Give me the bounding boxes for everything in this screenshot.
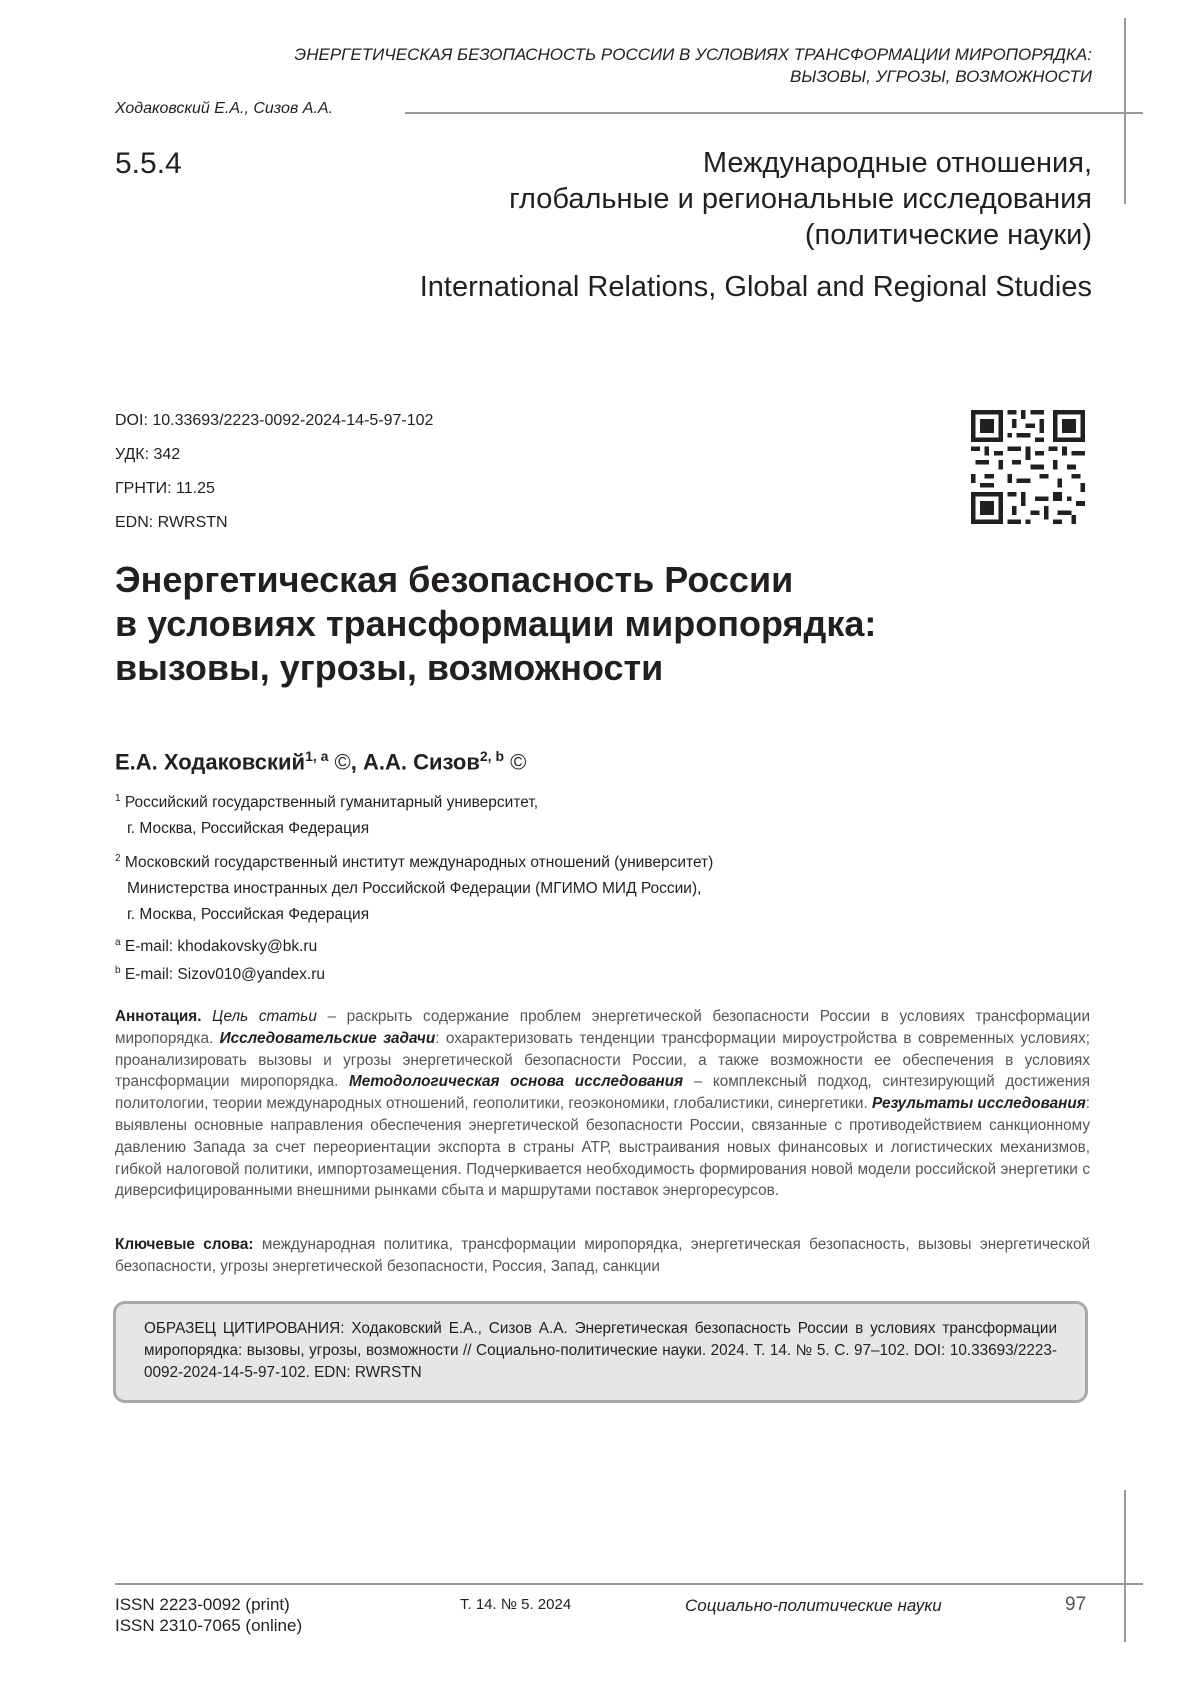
section-title-ru [392,145,1092,253]
article-title-line1: Энергетическая безопасность России [115,559,794,600]
email-a-link[interactable]: E-mail: khodakovsky@bk.ru [124,938,318,956]
email-a-mark: a [115,937,121,948]
article-title [115,558,1015,690]
abstract-label: Аннотация. [115,1008,202,1025]
article-title-line2: в условиях трансформации миропорядка: [115,603,877,644]
affiliation-2-line1: Московский государственный институт международных отношений (университет) [124,854,714,872]
running-title [200,44,1092,88]
abstract-results-text: : выявлены основные направления обеспечения энергетической безопасности России, связанные с противодействием санкционному давлению Запада за счет переориентации экспорта в страны АТР, выстраивания новых финансовых и логистических механизмов, гибкой налоговой политики, импортозамещения. Подчеркивается необходимость формирования новой модели российской энергетики с диверсифицированными внешними рынками сбыта и маршрутами поставок энергоресурсов. [115,1095,1090,1200]
edn: EDN: RWRSTN [115,514,228,531]
citation-text: ОБРАЗЕЦ ЦИТИРОВАНИЯ: Ходаковский Е.А., Сизов А.А. Энергетическая безопасность России в условиях трансформации миропорядка: вызовы, угрозы, возможности // Социально-политические науки. 2024. Т. 14. № 5. С. 97–102. DOI: 10.33693/2223-0092-2024-14-5-97-102. EDN: RWRSTN [144,1320,1057,1381]
abstract-method-label: Методологическая основа исследования [349,1073,684,1091]
affiliation-2 [115,846,915,928]
author-2-affiliation-marks: 2, b [479,748,504,764]
abstract [115,1006,1090,1202]
running-title-line2: ВЫЗОВЫ, УГРОЗЫ, ВОЗМОЖНОСТИ [790,67,1092,86]
author-1-orcid-icon[interactable]: © [334,749,351,775]
keywords-text: международная политика, трансформации миропорядка, энергетическая безопасность, вызовы энергетической безопасности, угрозы энергетической безопасности, Россия, Запад, санкции [115,1236,1090,1275]
udk: УДК: 342 [115,446,181,463]
frame-line-header [405,112,1143,114]
abstract-tasks-label: Исследовательские задачи [219,1029,436,1047]
affiliation-2-number: 2 [115,853,121,864]
affiliation-1-line1: Российский государственный гуманитарный университет, [124,794,539,812]
email-b [115,958,915,988]
section-title-ru-line1: Международные отношения, [702,147,1092,179]
footer-issn [115,1594,302,1636]
doi[interactable]: DOI: 10.33693/2223-0092-2024-14-5-97-102 [115,412,434,429]
issn-online: ISSN 2310-7065 (online) [115,1616,303,1635]
affiliation-1-number: 1 [115,793,121,804]
issn-print: ISSN 2223-0092 (print) [115,1595,290,1614]
abstract-goal-text: – раскрыть содержание проблем энергетической безопасности России в условиях трансформации миропорядка. [115,1008,1091,1047]
article-metadata [115,404,433,540]
running-authors: Ходаковский Е.А., Сизов А.А. [115,100,333,117]
qr-code-icon[interactable] [971,410,1085,524]
author-separator: , [350,749,363,775]
footer-journal-name: Социально-политические науки [685,1596,942,1615]
frame-line-bottom-right [1124,1490,1126,1642]
section-code: 5.5.4 [115,147,182,180]
author-2-orcid-icon[interactable]: © [510,749,527,775]
affiliation-1-line2: г. Москва, Российская Федерация [127,820,370,838]
keywords-label: Ключевые слова: [115,1236,254,1253]
author-1-affiliation-marks: 1, a [305,748,329,764]
citation-box [113,1301,1088,1403]
footer-volume: Т. 14. № 5. 2024 [460,1596,572,1613]
author-1-name: Е.А. Ходаковский [115,749,306,775]
affiliation-2-line2: Министерства иностранных дел Российской Федерации (МГИМО МИД России), [127,880,702,898]
abstract-method-text: – комплексный подход, синтезирующий достижения политологии, теории международных отношений, геополитики, геоэкономики, глобалистики, синергетики. [115,1073,1090,1113]
abstract-results-label: Результаты исследования [871,1095,1086,1113]
affiliation-1 [115,786,915,842]
frame-line-top-right [1124,18,1126,204]
affiliation-2-line3: г. Москва, Российская Федерация [127,906,370,924]
frame-line-footer [115,1583,1143,1585]
page-number: 97 [1065,1594,1087,1615]
section-title-ru-line3: (политические науки) [804,219,1092,251]
author-2-name: А.А. Сизов [363,749,480,775]
abstract-tasks-text: : охарактеризовать тенденции трансформации мироустройства в современных условиях; проанализировать вызовы и угрозы энергетической безопасности России, а также возможности ее обеспечения в условиях трансформации миропорядка. [115,1029,1090,1091]
email-a [115,930,915,960]
authors [115,748,526,775]
keywords [115,1234,1090,1278]
running-title-line1: ЭНЕРГЕТИЧЕСКАЯ БЕЗОПАСНОСТЬ РОССИИ В УСЛОВИЯХ ТРАНСФОРМАЦИИ МИРОПОРЯДКА: [294,45,1092,64]
abstract-goal-label: Цель статьи [212,1008,317,1025]
article-title-line3: вызовы, угрозы, возможности [115,647,664,688]
grnti: ГРНТИ: 11.25 [115,480,215,497]
email-b-link[interactable]: E-mail: Sizov010@yandex.ru [124,966,325,984]
section-title-en: International Relations, Global and Regional Studies [419,271,1092,303]
section-title-ru-line2: глобальные и региональные исследования [509,183,1092,215]
email-b-mark: b [115,965,121,976]
